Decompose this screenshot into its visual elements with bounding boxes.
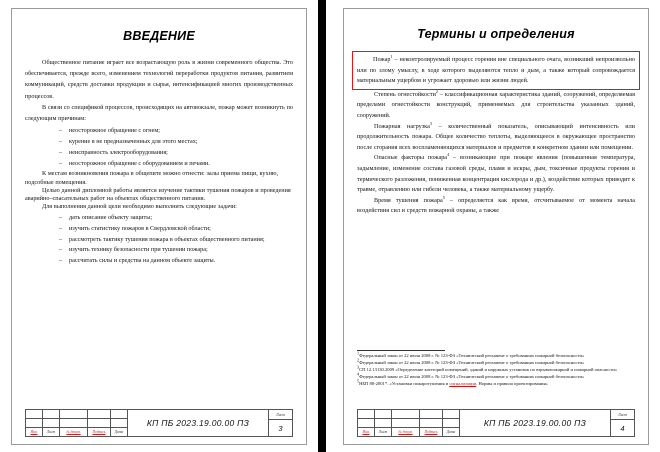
footnotes-section <box>357 350 635 388</box>
footnote-marker: 5 <box>442 194 445 200</box>
definition-body-fire: – неконтролируемый процесс горения вне специального очага, возникший непроизвольно или по злому умыслу, в ходе которого выделяются тепло и дым, а также который сопровождается материальным ущербом и угрожает здоровью или жизни людей. <box>357 56 635 85</box>
footnote-4 <box>357 371 635 380</box>
label-podpis: Подпись <box>88 428 111 436</box>
sheet-label: Лист <box>269 410 292 420</box>
list-fire-causes <box>25 126 293 168</box>
cell-list-value <box>375 410 392 418</box>
list-item: – изучить технику безопасности при тушении пожара; <box>59 245 293 255</box>
footnote-marker: 1 <box>357 350 360 356</box>
footnote-marker: 3 <box>429 120 432 126</box>
title-block-right <box>357 409 635 437</box>
cell-dokum-value <box>392 410 420 418</box>
definition-fire-resistance <box>357 90 635 122</box>
footnote-text: Федеральный закон от 22 июля 2008 г. № 123-ФЗ «Технический регламент о требованиях пожарной безопасности» <box>359 373 585 379</box>
cell-data-value-2 <box>443 419 459 427</box>
footnote-separator-rule <box>357 350 445 351</box>
footnote-marker: 5 <box>357 378 360 384</box>
sheet-number-block-left <box>268 410 292 436</box>
title-block-empty-row <box>26 410 127 418</box>
definition-fire <box>357 55 635 87</box>
definition-body: – классификационная характеристика зданий, сооружений, определяемая пределами огнестойкости конструкций, применяемых для строительства указанных зданий, сооружений. <box>357 90 635 119</box>
list-item: – неосторожное обращение с оборудованием и печами. <box>59 159 293 169</box>
cell-podpis-value <box>88 410 111 418</box>
label-list: Лист <box>375 428 392 436</box>
label-data: Дата <box>114 430 124 434</box>
footnote-marker: 4 <box>447 152 450 158</box>
sheet-number: 3 <box>278 423 283 433</box>
label-dokum: № докум. <box>60 428 88 436</box>
footnote-marker: 4 <box>357 371 360 377</box>
cell-data-value <box>111 410 127 418</box>
page-right-content <box>344 9 648 217</box>
cell-izm-value <box>26 410 43 418</box>
label-data: Дата <box>446 430 456 434</box>
label-dokum: № докум. <box>392 428 420 436</box>
cell-data-value <box>443 410 459 418</box>
footnote-marker: 3 <box>357 364 360 370</box>
paragraph-intro-5: Для выполнения данной цели необходимо выполнить следующие задачи: <box>42 203 237 211</box>
cell-data-value-2 <box>111 419 127 427</box>
footnote-text: Федеральный закон от 22 июля 2008 г. № 123-ФЗ «Технический регламент о требованиях пожарной безопасности» <box>359 359 585 365</box>
footnote-text-after: . Нормы и правила проектирования» <box>476 380 548 386</box>
title-block-label-row <box>26 427 127 436</box>
sheet-number: 4 <box>620 423 625 433</box>
definition-body: – количественный показатель, описывающий интенсивность или продолжительность пожара. Общее количество теплоты, выделяющееся в окружающее пространство после сгорания всех воспламеняющихся материалов и предметов в конкретном здании или помещении. <box>357 122 635 151</box>
list-item: – неосторожное обращение с огнем; <box>59 126 293 136</box>
page-title-introduction: ВВЕДЕНИЕ <box>123 29 195 43</box>
footnote-marker: 1 <box>390 53 393 59</box>
footnote-marker: 2 <box>357 357 360 363</box>
page-left-content <box>12 9 306 267</box>
list-item: – рассчитать силы и средства на данном объекте защиты. <box>59 256 293 266</box>
paragraph-intro-3: К местам возникновения пожара в общепите можно отнести: залы приема пищи, кухню, подсобные помещения. <box>25 170 279 186</box>
definition-body: – определяется как время, отсчитываемое от момента начала воздействия сил и средств пожарной охраны, а также <box>357 196 635 215</box>
title-block-empty-row <box>358 410 459 418</box>
label-podpis: Подпись <box>420 428 443 436</box>
sheet-number-block-right <box>610 410 634 436</box>
footnote-1 <box>357 350 635 359</box>
paragraph-intro-1: Общественное питание играет все возрастающую роль в жизни современного общества. Это обеспечивается, прежде всего, изменением технологий переработки продуктов питания, развитием коммуникаций, средств доставки продукции и сырья, интенсификацией многих производственных процессов. <box>25 59 293 100</box>
footnote-text: СП 12.13130.2009 «Определение категорий помещений, зданий и наружных установок по взрывопожарной и пожарной опасности» <box>359 366 618 372</box>
footnote-text-before: НБП 88-2001*. «Установки пожаротушения и <box>359 380 450 386</box>
cell-izm-value <box>358 410 375 418</box>
cell-dokum-value <box>60 410 88 418</box>
sheet-label: Лист <box>611 410 634 420</box>
cell-podpis-value <box>420 410 443 418</box>
list-item: – дать описание объекту защиты; <box>59 213 293 223</box>
paragraph-intro-4: Целью данной дипломной работы является изучение тактики тушения пожаров и проведения аварийно–спасательных работ на объектах общественного питания. <box>25 186 291 203</box>
footnote-2 <box>357 357 635 366</box>
definition-term: Опасные факторы пожара <box>374 154 448 162</box>
title-block-left <box>25 409 293 437</box>
title-block-empty-row-2 <box>26 418 127 427</box>
title-block-empty-row-2 <box>358 418 459 427</box>
definition-body: – возникающие при пожаре явления (повышенная температура, задымление, изменение состава газовой среды, пламя и искры, дым, токсичные продукты горения и термического разложения, пониженная концентрация кислорода и др.), воздействие которых приводит к травме, отравлению или гибели человека, а также материальному ущербу. <box>357 154 635 194</box>
paragraph-intro-2: В связи со спецификой процессов, происходящих на автовокзале, пожар может возникнуть по следующим причинам: <box>25 103 293 123</box>
definition-term: Пожарная нагрузка <box>374 122 430 130</box>
document-page-left[interactable] <box>11 8 307 445</box>
cell-list-value <box>43 410 60 418</box>
cell-podpis-value-2 <box>420 419 443 427</box>
label-list: Лист <box>43 428 60 436</box>
footnote-5 <box>357 378 635 387</box>
document-page-right[interactable] <box>343 8 649 445</box>
definition-term: Время тушения пожара <box>374 196 443 204</box>
definition-fire-load <box>357 122 635 154</box>
cell-izm-value-2 <box>358 419 375 427</box>
page-title-terms: Термины и определения <box>417 27 575 41</box>
footnote-3 <box>357 364 635 373</box>
title-block-stamp-grid <box>358 410 460 436</box>
footnote-hyperlink[interactable]: сигнализации <box>449 380 477 386</box>
document-designation-left: КП ПБ 2023.19.00.00 ПЗ <box>146 418 250 428</box>
document-designation-right: КП ПБ 2023.19.00.00 ПЗ <box>483 418 587 428</box>
list-item: – курение в не предназначенных для этого местах; <box>59 137 293 147</box>
list-item: – рассмотреть тактику тушения пожара в объектах общественного питания; <box>59 235 293 245</box>
list-item: – изучить статистику пожаров в Свердловской области; <box>59 224 293 234</box>
cell-izm-value-2 <box>26 419 43 427</box>
definition-term-fire: Пожар <box>373 56 391 63</box>
cell-podpis-value-2 <box>88 419 111 427</box>
title-block-label-row <box>358 427 459 436</box>
label-izm: Изм. <box>358 428 375 436</box>
cell-list-value-2 <box>43 419 60 427</box>
cell-dokum-value-2 <box>392 419 420 427</box>
title-block-stamp-grid <box>26 410 128 436</box>
definition-hazard-factors <box>357 153 635 195</box>
footnote-text: Федеральный закон от 22 июля 2008 г. № 123-ФЗ «Технический регламент о требованиях пожарной безопасности» <box>359 353 585 358</box>
cell-dokum-value-2 <box>60 419 88 427</box>
list-work-tasks <box>25 213 293 265</box>
page-divider <box>318 0 326 452</box>
red-annotation-box <box>352 51 640 90</box>
definition-term: Степень огнестойкости <box>374 90 436 98</box>
cell-list-value-2 <box>375 419 392 427</box>
list-item: – неисправность электрооборудования; <box>59 148 293 158</box>
footnote-marker: 2 <box>435 88 438 94</box>
label-izm: Изм. <box>26 428 43 436</box>
definition-extinguish-time <box>357 196 635 217</box>
